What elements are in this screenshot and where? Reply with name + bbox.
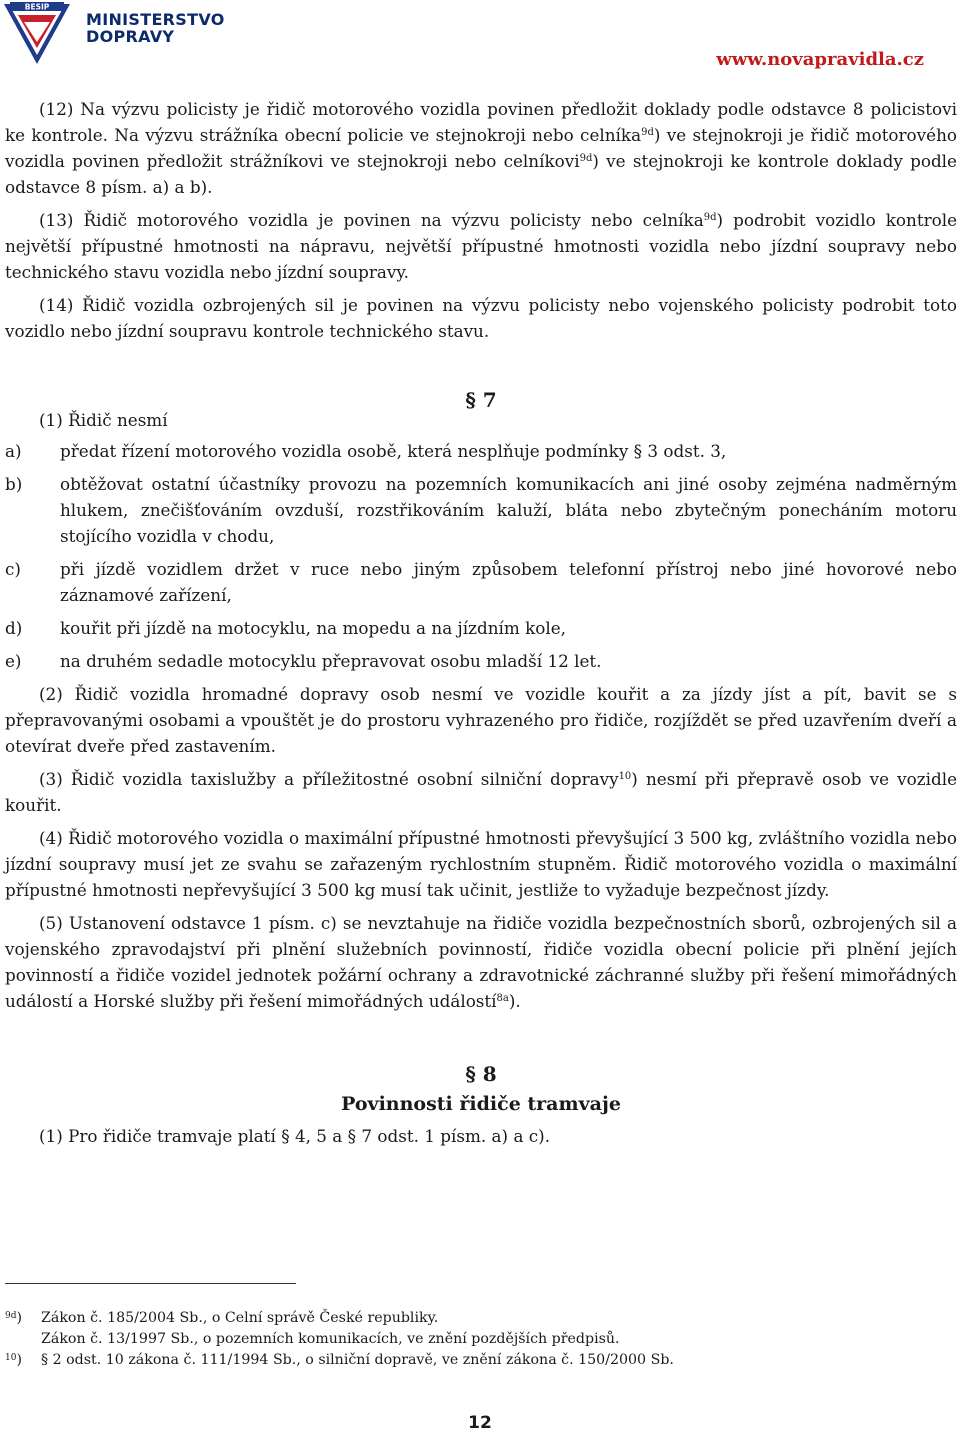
- document-body: [5, 96, 957, 1156]
- section-7-paragraph-5: (5) Ustanovení odstavce 1 písm. c) se nevztahuje na řidiče vozidla bezpečnostních sborů, ozbrojených sil a vojenského zpravodajství při plnění služebních povinností, řidiče vozidla obecní policie při plnění jejích povinností a řidiče vozidel jednotek požární ochrany a zdravotnické záchranné služby při řešení mimořádných událostí a Horské služby při řešení mimořádných událostí$^{8a}$).: [5, 913, 957, 1011]
- footnote-line: § 2 odst. 10 zákona č. 111/1994 Sb., o silniční dopravě, ve znění zákona č. 150/2000 Sb.: [41, 1352, 674, 1368]
- list-item-text: kouřit při jízdě na motocyklu, na mopedu a na jízdním kole,: [60, 618, 567, 638]
- site-url-link[interactable]: www.novapravidla.cz: [716, 49, 924, 70]
- footnote-ref: 8a: [496, 993, 509, 1004]
- footnote-ref: 9d: [703, 212, 717, 223]
- list-item: [5, 648, 957, 674]
- list-item: [5, 556, 957, 608]
- section-7-intro: (1) Řidič nesmí: [39, 410, 168, 430]
- list-item-label: e): [5, 651, 22, 671]
- section-8-heading: § 8: [465, 1062, 497, 1086]
- paragraph-13: (13) Řidič motorového vozidla je povinen na výzvu policisty nebo celníka$^{9d}$) podrobit vozidlo kontrole největší přípustné hmotnosti na nápravu, největší přípustné hmotnosti vozidla nebo jízdní soupravy nebo technického stavu vozidla nebo jízdní soupravy.: [5, 210, 958, 282]
- footnote-ref: 9d: [641, 127, 654, 138]
- list-item-text: obtěžovat ostatní účastníky provozu na pozemních komunikacích ani jiné osoby zejména nadměrným hlukem, znečišťováním ovzduší, rozstřikováním kaluží, bláta nebo zbytečným ponecháním motoru stojícího vozidla v chodu,: [60, 474, 957, 546]
- list-item: [5, 438, 957, 464]
- list-item-label: b): [5, 474, 23, 494]
- list-item-label: d): [5, 618, 23, 638]
- footnotes: [5, 1308, 945, 1371]
- list-item: [5, 471, 957, 549]
- list-item-text: na druhém sedadle motocyklu přepravovat osobu mladší 12 let.: [60, 651, 602, 671]
- section-7-paragraph-2: (2) Řidič vozidla hromadné dopravy osob nesmí ve vozidle kouřit a za jízdy jíst a pít, bavit se s přepravovanými osobami a vpouštět je do prostoru vyhrazeného pro řidiče, rozjíždět se před uzavřením dveří a otevírat dveře před zastavením.: [5, 684, 957, 756]
- footnote: $^{10}$) § 2 odst. 10 zákona č. 111/1994 Sb., o silniční dopravě, ve znění zákona č. 150/2000 Sb.: [5, 1350, 945, 1371]
- footnote-line: Zákon č. 13/1997 Sb., o pozemních komunikacích, ve znění pozdějších předpisů.: [41, 1331, 620, 1347]
- besip-shield-icon: [2, 0, 86, 72]
- list-item-text: předat řízení motorového vozidla osobě, která nesplňuje podmínky § 3 odst. 3,: [60, 441, 727, 461]
- ministry-logo: [2, 0, 225, 72]
- footnote-ref: 9d: [579, 153, 593, 164]
- list-item: [5, 615, 957, 641]
- list-item-text: při jízdě vozidlem držet v ruce nebo jiným způsobem telefonní přístroj nebo jiné hovorové nebo záznamové zařízení,: [60, 559, 957, 605]
- footnote-divider: [5, 1283, 296, 1284]
- logo-badge-text: BESIP: [24, 2, 50, 12]
- footnote: $^{9d}$) Zákon č. 185/2004 Sb., o Celní správě České republiky. Zákon č. 13/1997 Sb., o pozemních komunikacích, ve znění pozdějších předpisů.: [5, 1308, 945, 1350]
- logo-line-1: MINISTERSTVO: [86, 10, 225, 29]
- section-8-paragraph-1: (1) Pro řidiče tramvaje platí § 4, 5 a § 7 odst. 1 písm. a) a c).: [39, 1126, 551, 1146]
- section-7-paragraph-3: (3) Řidič vozidla taxislužby a příležitostné osobní silniční dopravy$^{10}$) nesmí při přepravě osob ve vozidle kouřit.: [5, 769, 957, 815]
- section-7-heading: § 7: [465, 388, 497, 412]
- list-item-label: c): [5, 559, 21, 579]
- page-number: 12: [468, 1413, 492, 1433]
- section-7-list: [5, 438, 957, 674]
- footnote-ref: 10: [618, 771, 632, 782]
- section-7-paragraph-4: (4) Řidič motorového vozidla o maximální přípustné hmotnosti převyšující 3 500 kg, zvláštního vozidla nebo jízdní soupravy musí jet ze svahu se zařazeným rychlostním stupněm. Řidič motorového vozidla o maximální přípustné hmotnosti nepřevyšující 3 500 kg musí tak učinit, jestliže to vyžaduje bezpečnost jízdy.: [5, 828, 957, 900]
- section-8-title: Povinnosti řidiče tramvaje: [341, 1093, 621, 1115]
- footnote-mark: 9d: [5, 1311, 17, 1321]
- footnote-line: Zákon č. 185/2004 Sb., o Celní správě České republiky.: [41, 1310, 439, 1326]
- logo-line-2: DOPRAVY: [86, 27, 175, 46]
- page-header: [0, 0, 960, 80]
- list-item-label: a): [5, 441, 22, 461]
- footnote-mark: 10: [5, 1353, 17, 1363]
- paragraph-14: (14) Řidič vozidla ozbrojených sil je povinen na výzvu policisty nebo vojenského policisty podrobit toto vozidlo nebo jízdní soupravu kontrole technického stavu.: [5, 295, 957, 341]
- paragraph-12: (12) Na výzvu policisty je řidič motorového vozidla povinen předložit doklady podle odstavce 8 policistovi ke kontrole. Na výzvu strážníka obecní policie ve stejnokroji nebo celníka$^{9d}$) ve stejnokroji je řidič motorového vozidla povinen předložit strážníkovi ve stejnokroji nebo celníkovi$^{9d}$) ve stejnokroji ke kontrole doklady podle odstavce 8 písm. a) a b).: [5, 99, 957, 197]
